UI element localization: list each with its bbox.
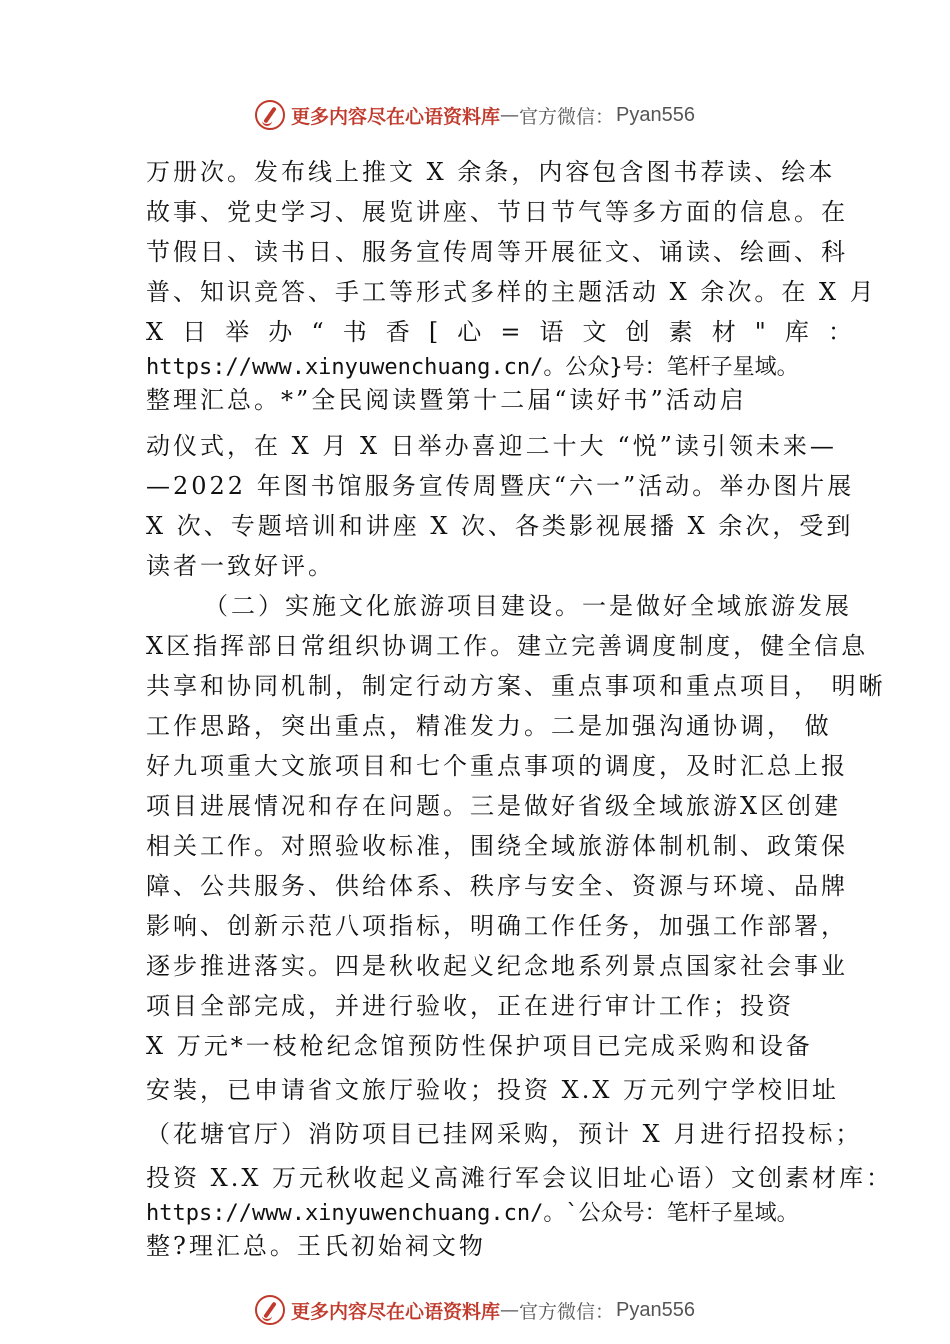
- spread-char: 文: [582, 318, 607, 346]
- text-line: 安装，已申请省文旅厅验收；投资 X.X 万元列宁学校旧址: [146, 1076, 840, 1104]
- text-line: 整?理汇总。王氏初始祠文物: [146, 1232, 486, 1260]
- spread-text-line: [146, 312, 852, 352]
- text-line: （花塘官厅）消防项目已挂网采购，预计 X 月进行招投标；: [146, 1120, 863, 1148]
- spread-char: “: [311, 318, 324, 346]
- text-line: X区指挥部日常组织协调工作。建立完善调度制度，健全信息: [146, 632, 869, 660]
- banner-wechat-label: 官方微信：: [519, 1300, 615, 1323]
- spread-char: ：: [827, 318, 852, 346]
- spread-char: [: [428, 318, 439, 346]
- spread-char: 语: [539, 318, 564, 346]
- spread-char: 材: [711, 318, 736, 346]
- document-body: [146, 152, 894, 1262]
- text-line: 好九项重大文旅项目和七个重点事项的调度，及时汇总上报: [146, 752, 848, 780]
- url-line: https://www.xinyuwenchuang.cn/。公众}号：笔杆子星域。: [146, 355, 799, 380]
- text-line: 共享和协同机制，制定行动方案、重点事项和重点项目， 明晰: [146, 672, 886, 700]
- spread-char: X: [146, 318, 164, 346]
- text-line: 障、公共服务、供给体系、秩序与安全、资源与环境、品牌: [146, 872, 848, 900]
- spread-char: =: [500, 318, 521, 346]
- footer-banner: [0, 1290, 950, 1330]
- spread-char: 库: [784, 318, 809, 346]
- text-line: 项目全部完成，并进行验收，正在进行审计工作；投资: [146, 992, 794, 1020]
- text-line: X 万元*一枝枪纪念馆预防性保护项目已完成采购和设备: [146, 1032, 813, 1060]
- spread-char: 创: [625, 318, 650, 346]
- text-line: 工作思路，突出重点，精准发力。二是加强沟通协调， 做: [146, 712, 832, 740]
- text-line: —2022 年图书馆服务宣传周暨庆“六一”活动。举办图片展: [146, 472, 855, 500]
- text-line: 相关工作。对照验收标准，围绕全域旅游体制机制、政策保: [146, 832, 848, 860]
- spread-char: 素: [668, 318, 693, 346]
- text-line: 投资 X.X 万元秋收起义高滩行军会议旧址心语）文创素材库：: [146, 1164, 894, 1192]
- spread-char: 香: [385, 318, 410, 346]
- banner-wechat-label: 官方微信：: [519, 105, 615, 128]
- header-banner: [0, 95, 950, 135]
- banner-wechat-id: Pyan556: [616, 103, 695, 126]
- text-line: 项目进展情况和存在问题。三是做好省级全域旅游X区创建: [146, 792, 842, 820]
- spread-char: 举: [225, 318, 250, 346]
- text-line: 影响、创新示范八项指标，明确工作任务，加强工作部署，: [146, 912, 848, 940]
- spread-char: 书: [342, 318, 367, 346]
- banner-wechat-id: Pyan556: [616, 1298, 695, 1321]
- banner-brand: 更多内容尽在心语资料库: [291, 105, 501, 128]
- banner-brand: 更多内容尽在心语资料库: [291, 1300, 501, 1323]
- spread-char: 心: [457, 318, 482, 346]
- url-line: https://www.xinyuwenchuang.cn/。`公众号：笔杆子星域。: [146, 1201, 799, 1226]
- text-line: 节假日、读书日、服务宣传周等开展征文、诵读、绘画、科: [146, 238, 848, 266]
- pen-logo-icon: [255, 100, 285, 130]
- paragraph-heading: （二）实施文化旅游项目建设。一是做好全域旅游发展: [204, 592, 852, 620]
- text-line: 逐步推进落实。四是秋收起义纪念地系列景点国家社会事业: [146, 952, 848, 980]
- spread-char: 办: [268, 318, 293, 346]
- spread-char: 日: [182, 318, 207, 346]
- spread-char: ": [754, 318, 766, 346]
- banner-dash: —: [500, 1299, 520, 1321]
- text-line: 整理汇总。*”全民阅读暨第十二届“读好书”活动启: [146, 386, 747, 414]
- text-line: 读者一致好评。: [146, 552, 335, 580]
- text-line: 动仪式，在 X 月 X 日举办喜迎二十大 “悦”读引领未来—: [146, 432, 837, 460]
- text-line: 故事、党史学习、展览讲座、节日节气等多方面的信息。在: [146, 198, 848, 226]
- pen-logo-icon: [255, 1295, 285, 1325]
- text-line: 普、知识竞答、手工等形式多样的主题活动 X 余次。在 X 月: [146, 278, 877, 306]
- text-line: X 次、专题培训和讲座 X 次、各类影视展播 X 余次，受到: [146, 512, 854, 540]
- banner-dash: —: [500, 104, 520, 126]
- text-line: 万册次。发布线上推文 X 余条，内容包含图书荐读、绘本: [146, 158, 836, 186]
